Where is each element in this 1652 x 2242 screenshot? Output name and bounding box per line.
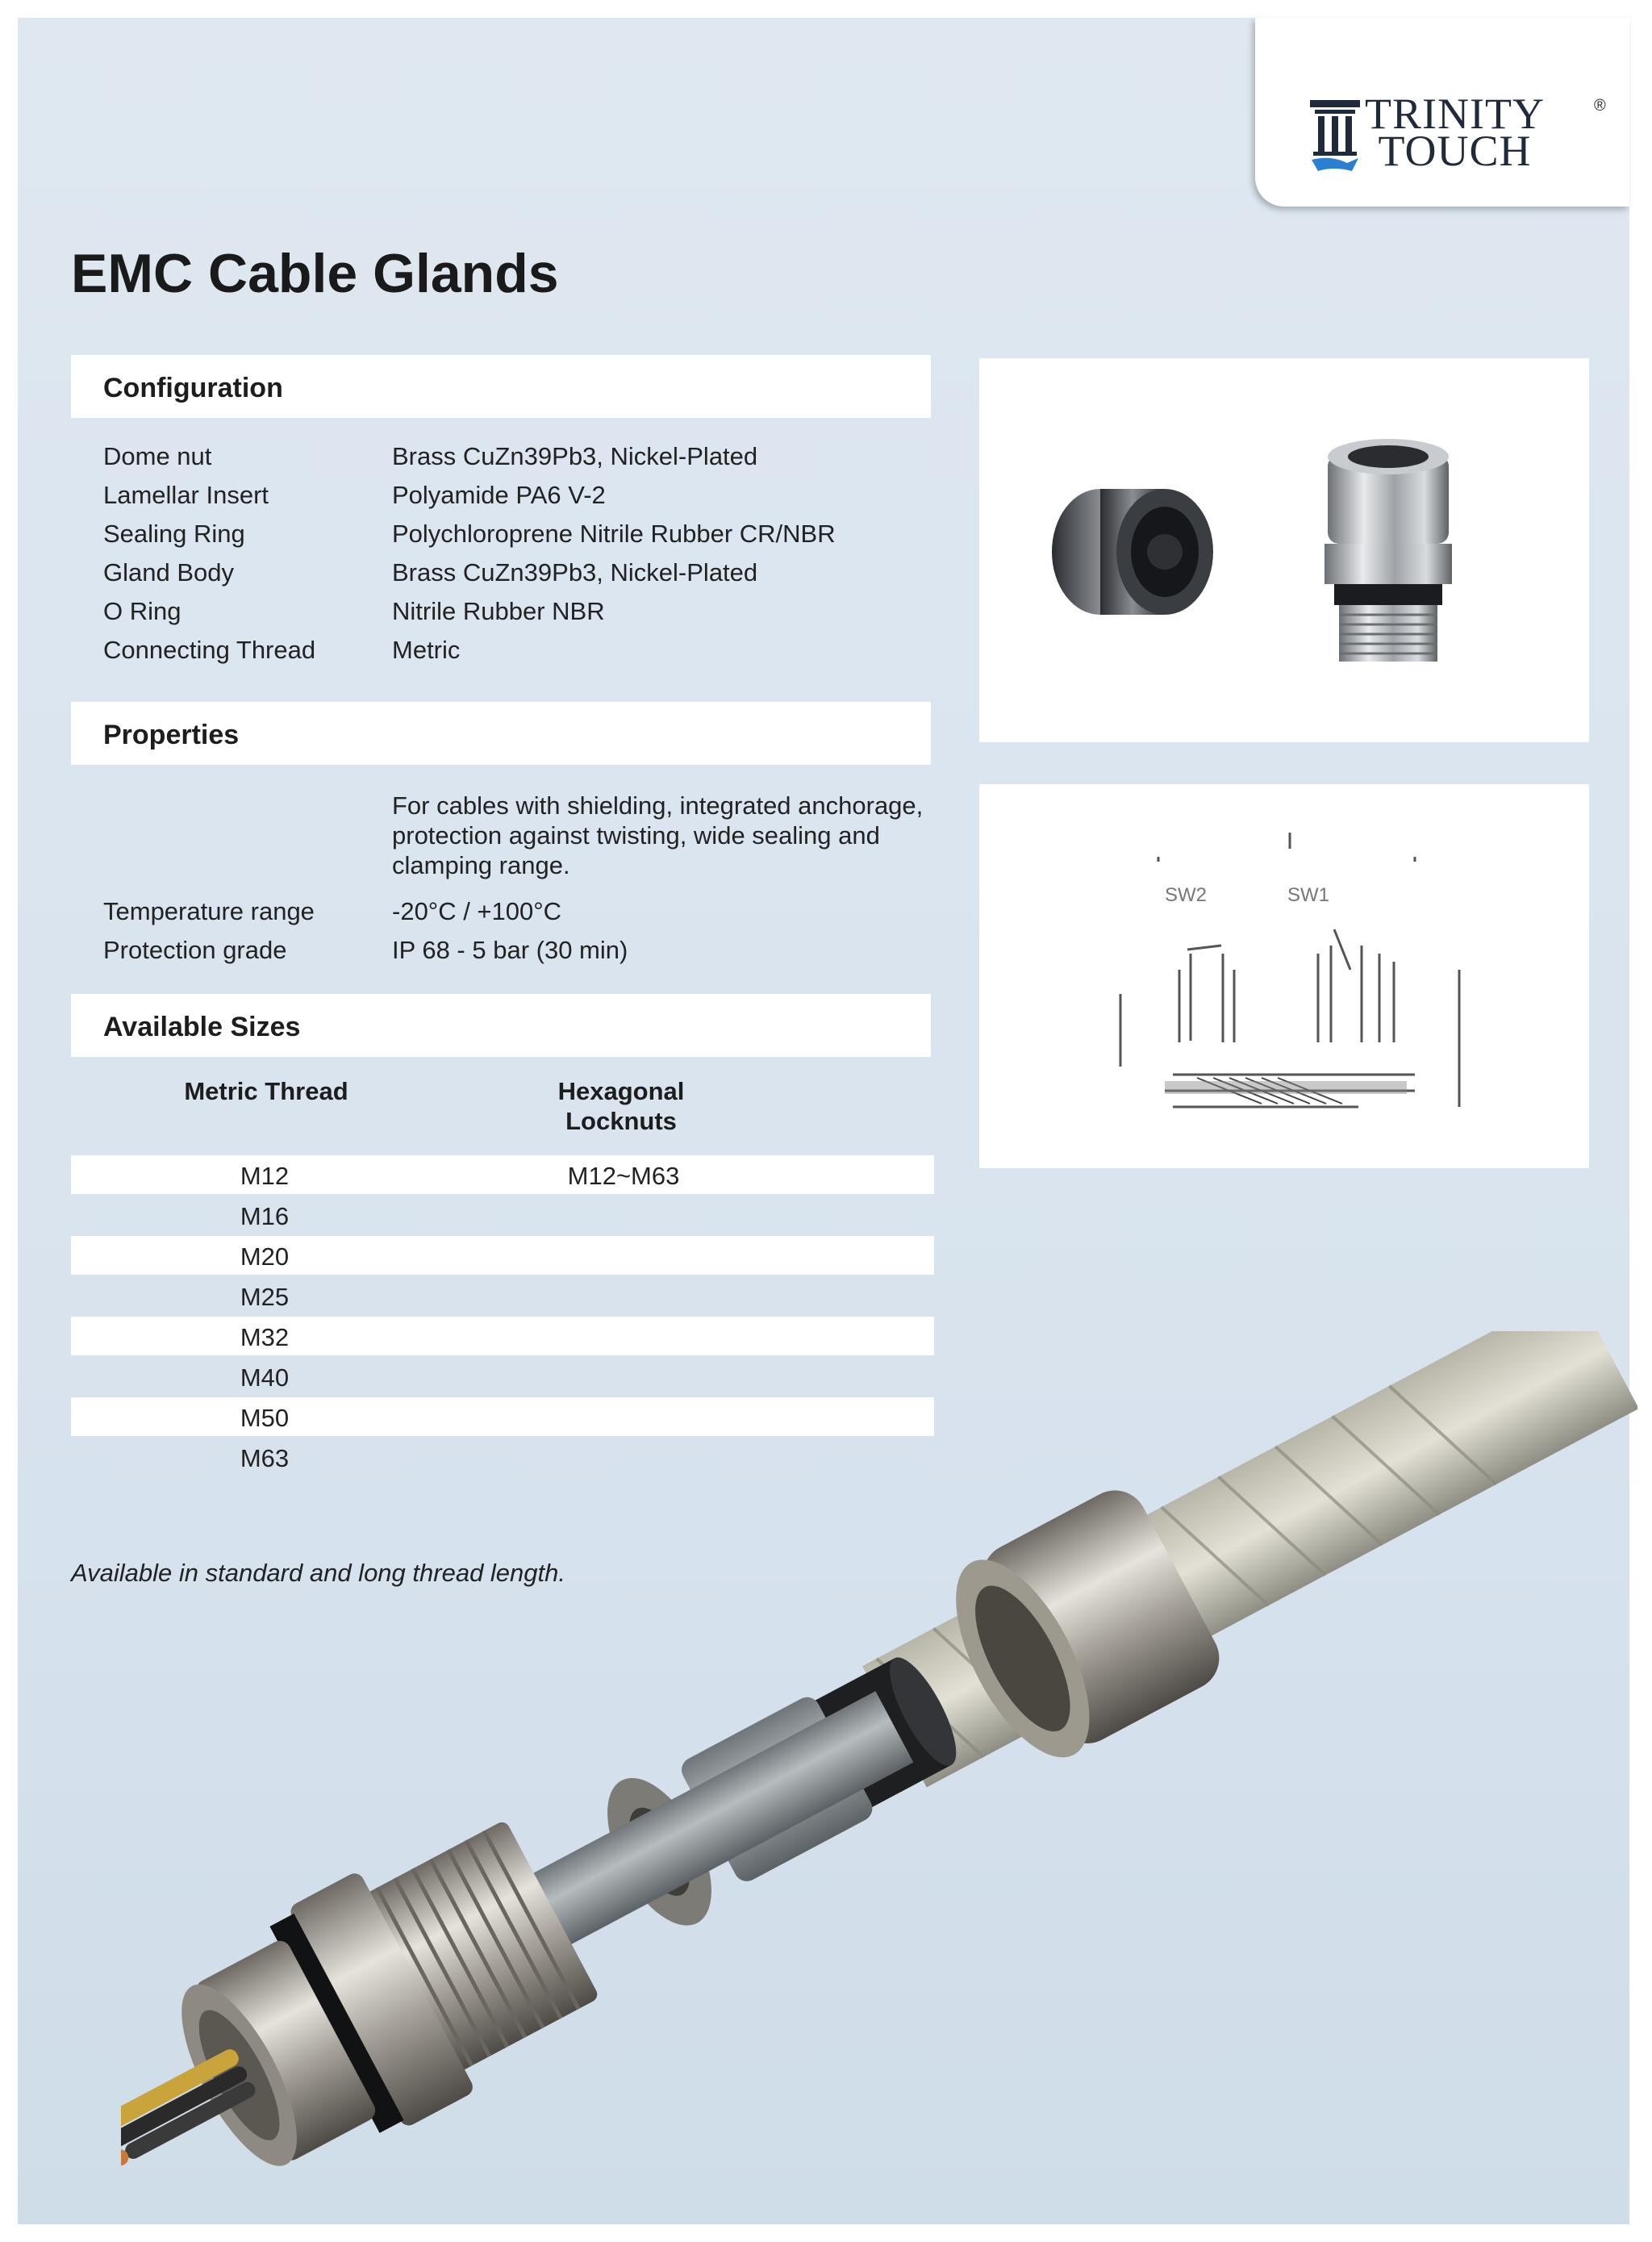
metric-size-cell: M32 <box>240 1323 290 1351</box>
config-label: Sealing Ring <box>103 520 245 548</box>
config-label: Connecting Thread <box>103 636 316 664</box>
metric-size-cell: M63 <box>240 1444 290 1472</box>
properties-description <box>392 791 941 880</box>
config-value: Polyamide PA6 V-2 <box>392 481 606 509</box>
description-line: clamping range. <box>392 851 570 879</box>
config-value: Metric <box>392 636 461 664</box>
metric-size-cell: M50 <box>240 1404 290 1432</box>
technical-drawing-panel <box>979 784 1589 1168</box>
locknut-header-line: Locknuts <box>565 1107 677 1135</box>
metric-size-cell: M25 <box>240 1283 290 1311</box>
sw1-dimension-label: SW1 <box>1287 884 1330 906</box>
cable-gland-assembly-hero-image <box>121 1331 1637 2202</box>
properties-section-header <box>71 702 931 765</box>
locknut-range-cell: M12~M63 <box>567 1162 680 1190</box>
trinity-column-logo-icon <box>1307 98 1363 173</box>
brand-logo-text <box>1365 90 1545 175</box>
config-label: Gland Body <box>103 558 234 587</box>
sizes-section-header <box>71 994 931 1057</box>
metric-size-cell: M40 <box>240 1363 290 1392</box>
brand-logo-tab <box>1255 18 1629 207</box>
config-label: Dome nut <box>103 442 212 470</box>
sw2-dimension-label: SW2 <box>1165 884 1208 906</box>
config-value: Brass CuZn39Pb3, Nickel-Plated <box>392 442 758 470</box>
product-photo-panel <box>979 358 1589 742</box>
config-value: Brass CuZn39Pb3, Nickel-Plated <box>392 558 758 587</box>
logo-line-trinity: TRINITY <box>1365 90 1545 138</box>
gland-cross-section-drawing <box>979 784 1589 1168</box>
property-value: -20°C / +100°C <box>392 897 562 925</box>
locknut-column-header <box>516 1076 726 1136</box>
config-label: O Ring <box>103 597 181 625</box>
configuration-heading: Configuration <box>103 373 283 403</box>
sizes-heading: Available Sizes <box>103 1012 301 1042</box>
metric-size-cell: M12 <box>240 1162 290 1190</box>
locknut-header-line: Hexagonal <box>557 1077 685 1105</box>
configuration-section-header <box>71 355 931 418</box>
page-title: EMC Cable Glands <box>71 243 559 304</box>
thread-length-note: Available in standard and long thread length. <box>71 1559 565 1587</box>
metric-size-cell: M20 <box>240 1242 290 1271</box>
config-value: Polychloroprene Nitrile Rubber CR/NBR <box>392 520 836 548</box>
config-label: Lamellar Insert <box>103 481 269 509</box>
metric-size-cell: M16 <box>240 1202 290 1230</box>
property-label: Protection grade <box>103 936 287 964</box>
property-value: IP 68 - 5 bar (30 min) <box>392 936 628 964</box>
cable-gland-product-photo <box>979 358 1589 742</box>
description-line: protection against twisting, wide sealing and <box>392 821 880 850</box>
metric-thread-column-header: Metric Thread <box>184 1077 348 1105</box>
description-line: For cables with shielding, integrated anchorage, <box>392 791 924 820</box>
registered-mark: ® <box>1594 97 1606 115</box>
config-value: Nitrile Rubber NBR <box>392 597 605 625</box>
logo-line-touch: TOUCH <box>1378 127 1532 175</box>
properties-heading: Properties <box>103 720 240 750</box>
property-label: Temperature range <box>103 897 315 925</box>
